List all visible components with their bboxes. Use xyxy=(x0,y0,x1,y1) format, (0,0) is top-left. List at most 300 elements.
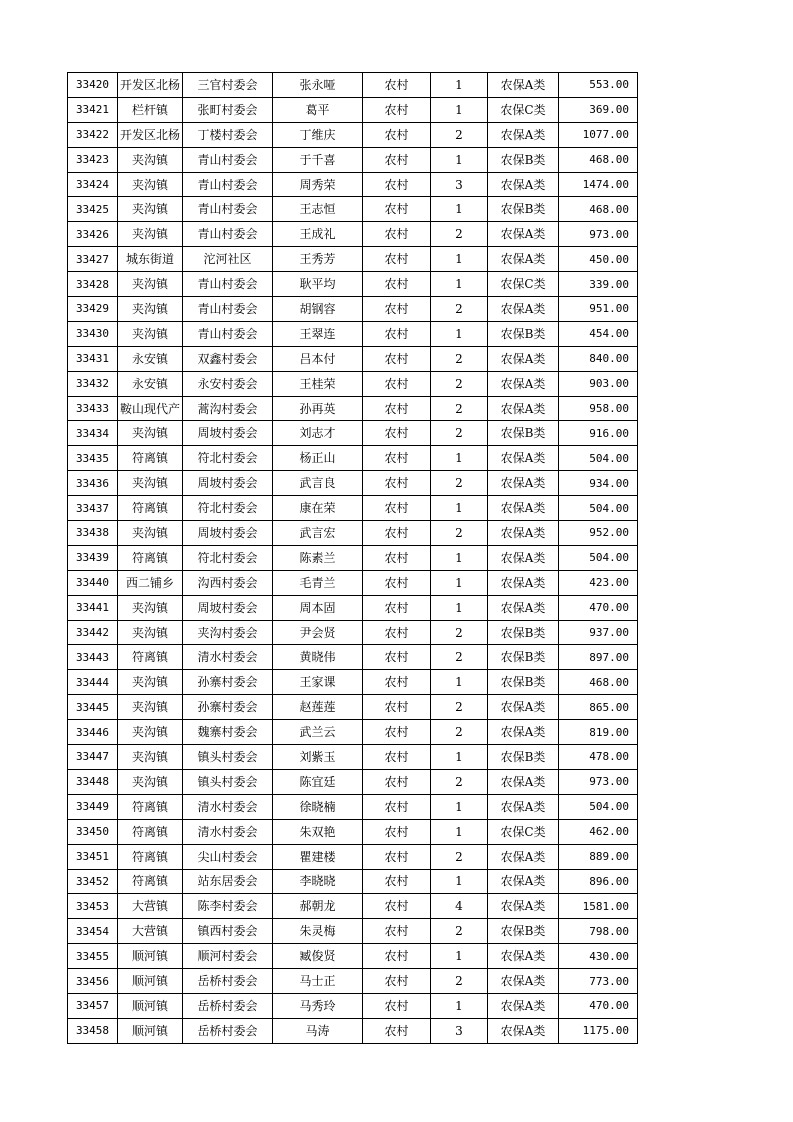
table-row xyxy=(68,272,638,297)
table-row xyxy=(68,421,638,446)
cell-insurance-category: 农保A类 xyxy=(488,222,559,247)
cell-member-count: 2 xyxy=(431,720,488,745)
cell-record-number: 33429 xyxy=(68,297,118,322)
cell-township: 符离镇 xyxy=(118,844,183,869)
cell-township: 符离镇 xyxy=(118,645,183,670)
cell-record-number: 33435 xyxy=(68,446,118,471)
cell-record-number: 33448 xyxy=(68,769,118,794)
cell-name: 王秀芳 xyxy=(273,247,363,272)
cell-member-count: 2 xyxy=(431,421,488,446)
table-row xyxy=(68,1018,638,1043)
cell-village-committee: 三官村委会 xyxy=(183,73,273,98)
cell-township: 西二铺乡 xyxy=(118,570,183,595)
cell-amount: 773.00 xyxy=(559,969,638,994)
cell-amount: 934.00 xyxy=(559,471,638,496)
cell-insurance-category: 农保A类 xyxy=(488,844,559,869)
cell-member-count: 1 xyxy=(431,496,488,521)
cell-insurance-category: 农保A类 xyxy=(488,496,559,521)
table-row xyxy=(68,944,638,969)
cell-name: 陈素兰 xyxy=(273,545,363,570)
cell-township: 夹沟镇 xyxy=(118,670,183,695)
cell-insurance-category: 农保A类 xyxy=(488,993,559,1018)
cell-village-committee: 青山村委会 xyxy=(183,272,273,297)
cell-amount: 339.00 xyxy=(559,272,638,297)
cell-household-type: 农村 xyxy=(363,521,431,546)
cell-amount: 468.00 xyxy=(559,670,638,695)
cell-insurance-category: 农保A类 xyxy=(488,969,559,994)
cell-name: 吕本付 xyxy=(273,346,363,371)
cell-name: 武言宏 xyxy=(273,521,363,546)
cell-member-count: 1 xyxy=(431,944,488,969)
cell-insurance-category: 农保C类 xyxy=(488,819,559,844)
cell-record-number: 33441 xyxy=(68,595,118,620)
cell-township: 夹沟镇 xyxy=(118,595,183,620)
cell-name: 赵莲莲 xyxy=(273,695,363,720)
cell-member-count: 2 xyxy=(431,645,488,670)
cell-village-committee: 青山村委会 xyxy=(183,222,273,247)
cell-household-type: 农村 xyxy=(363,346,431,371)
cell-member-count: 1 xyxy=(431,570,488,595)
cell-member-count: 2 xyxy=(431,695,488,720)
cell-township: 大营镇 xyxy=(118,919,183,944)
cell-record-number: 33445 xyxy=(68,695,118,720)
cell-village-committee: 镇头村委会 xyxy=(183,769,273,794)
cell-insurance-category: 农保A类 xyxy=(488,944,559,969)
cell-member-count: 1 xyxy=(431,247,488,272)
cell-name: 朱双艳 xyxy=(273,819,363,844)
cell-village-committee: 沟西村委会 xyxy=(183,570,273,595)
cell-household-type: 农村 xyxy=(363,570,431,595)
cell-village-committee: 符北村委会 xyxy=(183,446,273,471)
cell-member-count: 2 xyxy=(431,620,488,645)
cell-village-committee: 青山村委会 xyxy=(183,147,273,172)
cell-name: 黄晓伟 xyxy=(273,645,363,670)
cell-member-count: 4 xyxy=(431,894,488,919)
cell-household-type: 农村 xyxy=(363,670,431,695)
cell-township: 夹沟镇 xyxy=(118,222,183,247)
table-row xyxy=(68,919,638,944)
cell-record-number: 33426 xyxy=(68,222,118,247)
cell-insurance-category: 农保A类 xyxy=(488,869,559,894)
cell-village-committee: 张町村委会 xyxy=(183,97,273,122)
cell-name: 王成礼 xyxy=(273,222,363,247)
cell-township: 永安镇 xyxy=(118,346,183,371)
cell-record-number: 33454 xyxy=(68,919,118,944)
cell-member-count: 1 xyxy=(431,595,488,620)
cell-township: 夹沟镇 xyxy=(118,521,183,546)
cell-township: 夹沟镇 xyxy=(118,172,183,197)
cell-household-type: 农村 xyxy=(363,222,431,247)
cell-village-committee: 岳桥村委会 xyxy=(183,993,273,1018)
cell-village-committee: 岳桥村委会 xyxy=(183,969,273,994)
cell-member-count: 2 xyxy=(431,346,488,371)
cell-record-number: 33452 xyxy=(68,869,118,894)
cell-record-number: 33446 xyxy=(68,720,118,745)
cell-household-type: 农村 xyxy=(363,73,431,98)
cell-member-count: 3 xyxy=(431,172,488,197)
cell-record-number: 33451 xyxy=(68,844,118,869)
cell-insurance-category: 农保B类 xyxy=(488,147,559,172)
cell-record-number: 33421 xyxy=(68,97,118,122)
cell-insurance-category: 农保A类 xyxy=(488,1018,559,1043)
cell-member-count: 1 xyxy=(431,147,488,172)
cell-township: 符离镇 xyxy=(118,446,183,471)
cell-record-number: 33447 xyxy=(68,745,118,770)
cell-member-count: 2 xyxy=(431,919,488,944)
cell-amount: 369.00 xyxy=(559,97,638,122)
cell-name: 于千喜 xyxy=(273,147,363,172)
table-row xyxy=(68,595,638,620)
cell-insurance-category: 农保A类 xyxy=(488,172,559,197)
cell-amount: 468.00 xyxy=(559,197,638,222)
cell-household-type: 农村 xyxy=(363,122,431,147)
cell-insurance-category: 农保B类 xyxy=(488,620,559,645)
table-row xyxy=(68,844,638,869)
cell-amount: 1474.00 xyxy=(559,172,638,197)
cell-amount: 840.00 xyxy=(559,346,638,371)
cell-member-count: 1 xyxy=(431,993,488,1018)
cell-name: 臧俊贤 xyxy=(273,944,363,969)
cell-name: 郝朝龙 xyxy=(273,894,363,919)
cell-township: 符离镇 xyxy=(118,794,183,819)
cell-name: 武兰云 xyxy=(273,720,363,745)
cell-record-number: 33449 xyxy=(68,794,118,819)
cell-record-number: 33440 xyxy=(68,570,118,595)
cell-village-committee: 孙寨村委会 xyxy=(183,695,273,720)
table-row xyxy=(68,222,638,247)
cell-township: 夹沟镇 xyxy=(118,695,183,720)
cell-member-count: 2 xyxy=(431,371,488,396)
cell-village-committee: 青山村委会 xyxy=(183,321,273,346)
cell-insurance-category: 农保A类 xyxy=(488,894,559,919)
cell-household-type: 农村 xyxy=(363,695,431,720)
table-row xyxy=(68,720,638,745)
cell-township: 顺河镇 xyxy=(118,993,183,1018)
cell-township: 栏杆镇 xyxy=(118,97,183,122)
cell-township: 符离镇 xyxy=(118,545,183,570)
cell-household-type: 农村 xyxy=(363,819,431,844)
cell-household-type: 农村 xyxy=(363,894,431,919)
cell-record-number: 33428 xyxy=(68,272,118,297)
cell-amount: 423.00 xyxy=(559,570,638,595)
cell-insurance-category: 农保A类 xyxy=(488,794,559,819)
table-row xyxy=(68,670,638,695)
cell-name: 张永哑 xyxy=(273,73,363,98)
cell-amount: 798.00 xyxy=(559,919,638,944)
cell-record-number: 33431 xyxy=(68,346,118,371)
cell-insurance-category: 农保A类 xyxy=(488,545,559,570)
cell-amount: 504.00 xyxy=(559,794,638,819)
cell-insurance-category: 农保A类 xyxy=(488,570,559,595)
cell-amount: 1581.00 xyxy=(559,894,638,919)
table-row xyxy=(68,521,638,546)
cell-member-count: 1 xyxy=(431,97,488,122)
cell-village-committee: 丁楼村委会 xyxy=(183,122,273,147)
cell-name: 毛青兰 xyxy=(273,570,363,595)
cell-name: 孙再英 xyxy=(273,396,363,421)
cell-insurance-category: 农保A类 xyxy=(488,471,559,496)
cell-member-count: 1 xyxy=(431,745,488,770)
cell-member-count: 2 xyxy=(431,769,488,794)
cell-name: 胡钢容 xyxy=(273,297,363,322)
cell-amount: 865.00 xyxy=(559,695,638,720)
cell-township: 夹沟镇 xyxy=(118,720,183,745)
cell-member-count: 2 xyxy=(431,396,488,421)
cell-household-type: 农村 xyxy=(363,869,431,894)
cell-household-type: 农村 xyxy=(363,496,431,521)
cell-amount: 468.00 xyxy=(559,147,638,172)
cell-township: 夹沟镇 xyxy=(118,745,183,770)
table-row xyxy=(68,147,638,172)
cell-member-count: 1 xyxy=(431,272,488,297)
cell-insurance-category: 农保B类 xyxy=(488,421,559,446)
cell-household-type: 农村 xyxy=(363,297,431,322)
cell-name: 周秀荣 xyxy=(273,172,363,197)
cell-insurance-category: 农保B类 xyxy=(488,197,559,222)
cell-township: 符离镇 xyxy=(118,869,183,894)
cell-household-type: 农村 xyxy=(363,197,431,222)
cell-amount: 553.00 xyxy=(559,73,638,98)
cell-amount: 462.00 xyxy=(559,819,638,844)
cell-name: 刘紫玉 xyxy=(273,745,363,770)
cell-township: 夹沟镇 xyxy=(118,197,183,222)
cell-village-committee: 蒿沟村委会 xyxy=(183,396,273,421)
cell-household-type: 农村 xyxy=(363,147,431,172)
cell-member-count: 1 xyxy=(431,446,488,471)
cell-name: 葛平 xyxy=(273,97,363,122)
cell-household-type: 农村 xyxy=(363,645,431,670)
table-row xyxy=(68,620,638,645)
cell-village-committee: 尖山村委会 xyxy=(183,844,273,869)
cell-township: 城东街道 xyxy=(118,247,183,272)
cell-record-number: 33458 xyxy=(68,1018,118,1043)
table-row xyxy=(68,346,638,371)
cell-insurance-category: 农保A类 xyxy=(488,346,559,371)
table-row xyxy=(68,321,638,346)
cell-township: 鞍山现代产 xyxy=(118,396,183,421)
cell-record-number: 33427 xyxy=(68,247,118,272)
cell-amount: 504.00 xyxy=(559,446,638,471)
cell-member-count: 2 xyxy=(431,844,488,869)
cell-amount: 951.00 xyxy=(559,297,638,322)
cell-amount: 916.00 xyxy=(559,421,638,446)
table-row xyxy=(68,396,638,421)
cell-household-type: 农村 xyxy=(363,919,431,944)
cell-village-committee: 沱河社区 xyxy=(183,247,273,272)
cell-township: 夹沟镇 xyxy=(118,421,183,446)
table-row xyxy=(68,869,638,894)
cell-name: 康在荣 xyxy=(273,496,363,521)
table-row xyxy=(68,570,638,595)
cell-insurance-category: 农保A类 xyxy=(488,396,559,421)
table-row xyxy=(68,471,638,496)
table-row xyxy=(68,695,638,720)
cell-member-count: 1 xyxy=(431,819,488,844)
cell-amount: 450.00 xyxy=(559,247,638,272)
cell-amount: 937.00 xyxy=(559,620,638,645)
cell-household-type: 农村 xyxy=(363,321,431,346)
cell-household-type: 农村 xyxy=(363,720,431,745)
cell-township: 顺河镇 xyxy=(118,944,183,969)
cell-record-number: 33436 xyxy=(68,471,118,496)
cell-household-type: 农村 xyxy=(363,471,431,496)
cell-village-committee: 镇西村委会 xyxy=(183,919,273,944)
cell-insurance-category: 农保B类 xyxy=(488,919,559,944)
table-row xyxy=(68,545,638,570)
cell-village-committee: 夹沟村委会 xyxy=(183,620,273,645)
cell-household-type: 农村 xyxy=(363,769,431,794)
cell-amount: 504.00 xyxy=(559,496,638,521)
cell-member-count: 2 xyxy=(431,969,488,994)
cell-amount: 1077.00 xyxy=(559,122,638,147)
cell-village-committee: 顺河村委会 xyxy=(183,944,273,969)
cell-name: 王志恒 xyxy=(273,197,363,222)
cell-insurance-category: 农保B类 xyxy=(488,745,559,770)
cell-member-count: 2 xyxy=(431,122,488,147)
cell-township: 顺河镇 xyxy=(118,969,183,994)
cell-record-number: 33442 xyxy=(68,620,118,645)
cell-township: 夹沟镇 xyxy=(118,769,183,794)
cell-name: 王翠连 xyxy=(273,321,363,346)
table-row xyxy=(68,297,638,322)
cell-member-count: 1 xyxy=(431,321,488,346)
cell-name: 刘志才 xyxy=(273,421,363,446)
cell-member-count: 2 xyxy=(431,297,488,322)
cell-insurance-category: 农保B类 xyxy=(488,670,559,695)
cell-township: 顺河镇 xyxy=(118,1018,183,1043)
cell-household-type: 农村 xyxy=(363,993,431,1018)
table-row xyxy=(68,172,638,197)
table-row xyxy=(68,894,638,919)
cell-amount: 470.00 xyxy=(559,993,638,1018)
cell-insurance-category: 农保A类 xyxy=(488,595,559,620)
cell-member-count: 1 xyxy=(431,197,488,222)
cell-name: 尹会贤 xyxy=(273,620,363,645)
cell-amount: 973.00 xyxy=(559,769,638,794)
cell-amount: 903.00 xyxy=(559,371,638,396)
cell-village-committee: 清水村委会 xyxy=(183,645,273,670)
table-row xyxy=(68,73,638,98)
cell-record-number: 33450 xyxy=(68,819,118,844)
cell-record-number: 33444 xyxy=(68,670,118,695)
table-row xyxy=(68,993,638,1018)
table-row xyxy=(68,446,638,471)
cell-household-type: 农村 xyxy=(363,272,431,297)
cell-record-number: 33423 xyxy=(68,147,118,172)
cell-record-number: 33425 xyxy=(68,197,118,222)
cell-record-number: 33439 xyxy=(68,545,118,570)
cell-township: 夹沟镇 xyxy=(118,620,183,645)
cell-village-committee: 符北村委会 xyxy=(183,496,273,521)
cell-name: 武言良 xyxy=(273,471,363,496)
cell-insurance-category: 农保A类 xyxy=(488,297,559,322)
cell-amount: 973.00 xyxy=(559,222,638,247)
cell-household-type: 农村 xyxy=(363,794,431,819)
table-row xyxy=(68,769,638,794)
cell-name: 丁维庆 xyxy=(273,122,363,147)
cell-township: 夹沟镇 xyxy=(118,321,183,346)
cell-name: 马秀玲 xyxy=(273,993,363,1018)
cell-township: 永安镇 xyxy=(118,371,183,396)
cell-village-committee: 双鑫村委会 xyxy=(183,346,273,371)
cell-record-number: 33457 xyxy=(68,993,118,1018)
cell-record-number: 33424 xyxy=(68,172,118,197)
cell-village-committee: 周坡村委会 xyxy=(183,521,273,546)
cell-village-committee: 周坡村委会 xyxy=(183,595,273,620)
cell-township: 大营镇 xyxy=(118,894,183,919)
cell-name: 周本固 xyxy=(273,595,363,620)
cell-record-number: 33438 xyxy=(68,521,118,546)
cell-member-count: 2 xyxy=(431,521,488,546)
cell-household-type: 农村 xyxy=(363,1018,431,1043)
cell-amount: 454.00 xyxy=(559,321,638,346)
cell-township: 夹沟镇 xyxy=(118,272,183,297)
cell-township: 符离镇 xyxy=(118,496,183,521)
cell-name: 徐晓楠 xyxy=(273,794,363,819)
table-row xyxy=(68,745,638,770)
cell-record-number: 33443 xyxy=(68,645,118,670)
cell-amount: 430.00 xyxy=(559,944,638,969)
cell-record-number: 33430 xyxy=(68,321,118,346)
cell-name: 王桂荣 xyxy=(273,371,363,396)
cell-township: 夹沟镇 xyxy=(118,297,183,322)
cell-record-number: 33455 xyxy=(68,944,118,969)
cell-insurance-category: 农保A类 xyxy=(488,695,559,720)
cell-name: 陈宜廷 xyxy=(273,769,363,794)
cell-village-committee: 青山村委会 xyxy=(183,197,273,222)
cell-household-type: 农村 xyxy=(363,396,431,421)
cell-amount: 896.00 xyxy=(559,869,638,894)
cell-member-count: 1 xyxy=(431,869,488,894)
cell-name: 李晓晓 xyxy=(273,869,363,894)
table-row xyxy=(68,645,638,670)
table-row xyxy=(68,97,638,122)
cell-household-type: 农村 xyxy=(363,844,431,869)
cell-record-number: 33434 xyxy=(68,421,118,446)
records-table xyxy=(67,72,638,1044)
cell-township: 开发区北杨 xyxy=(118,122,183,147)
table-row xyxy=(68,496,638,521)
table-row xyxy=(68,247,638,272)
cell-member-count: 1 xyxy=(431,545,488,570)
cell-village-committee: 孙寨村委会 xyxy=(183,670,273,695)
cell-village-committee: 陈李村委会 xyxy=(183,894,273,919)
cell-insurance-category: 农保A类 xyxy=(488,122,559,147)
cell-township: 符离镇 xyxy=(118,819,183,844)
table-row xyxy=(68,197,638,222)
cell-member-count: 1 xyxy=(431,670,488,695)
cell-household-type: 农村 xyxy=(363,745,431,770)
cell-amount: 504.00 xyxy=(559,545,638,570)
cell-member-count: 1 xyxy=(431,73,488,98)
cell-household-type: 农村 xyxy=(363,247,431,272)
cell-village-committee: 青山村委会 xyxy=(183,172,273,197)
cell-household-type: 农村 xyxy=(363,545,431,570)
cell-name: 朱灵梅 xyxy=(273,919,363,944)
cell-insurance-category: 农保B类 xyxy=(488,321,559,346)
cell-member-count: 3 xyxy=(431,1018,488,1043)
cell-record-number: 33433 xyxy=(68,396,118,421)
cell-village-committee: 周坡村委会 xyxy=(183,421,273,446)
cell-member-count: 2 xyxy=(431,471,488,496)
cell-household-type: 农村 xyxy=(363,172,431,197)
cell-township: 夹沟镇 xyxy=(118,471,183,496)
cell-household-type: 农村 xyxy=(363,969,431,994)
cell-insurance-category: 农保A类 xyxy=(488,720,559,745)
cell-name: 马士正 xyxy=(273,969,363,994)
cell-village-committee: 站东居委会 xyxy=(183,869,273,894)
cell-amount: 819.00 xyxy=(559,720,638,745)
